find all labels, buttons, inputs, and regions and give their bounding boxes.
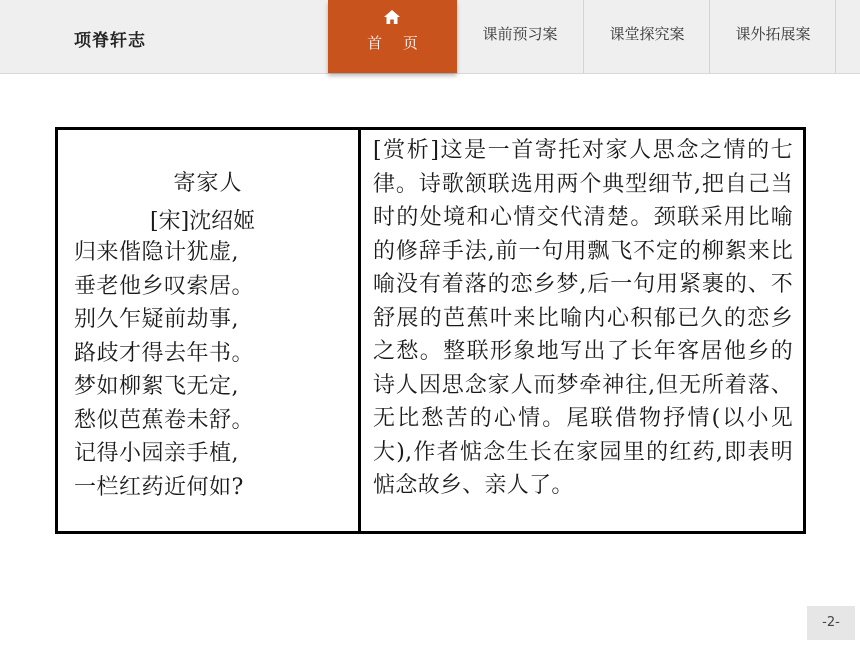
poem-lines [74,236,254,504]
home-tab-label: 首 页 [367,34,426,52]
poem-analysis-table [55,127,806,534]
home-tab[interactable] [328,0,457,73]
page-number: -2- [807,606,855,640]
poem-line: 梦如柳絮飞无定, [74,374,239,399]
poem-line: 垂老他乡叹索居。 [74,273,255,299]
analysis-cell [361,130,803,531]
poem-title: 寄家人 [173,171,243,196]
tab-extension[interactable]: 课外拓展案 [709,0,836,73]
top-navigation-bar [0,0,860,74]
analysis-tag: [赏析] [373,138,440,163]
poem-line: 路歧才得去年书。 [74,340,255,366]
poem-line: 别久乍疑前劫事, [74,307,239,332]
poem-line: 记得小园亲手植, [74,441,239,466]
tab-classroom[interactable]: 课堂探究案 [583,0,710,73]
analysis-paragraph [373,134,793,503]
poem-author: [宋]沈绍姬 [150,209,256,234]
nav-divider [835,0,836,73]
poem-line: 愁似芭蕉卷未舒。 [74,407,255,433]
home-icon [384,10,400,24]
poem-line: 归来偕隐计犹虚, [74,240,239,265]
analysis-text: 这是一首寄托对家人思念之情的七律。诗歌颔联选用两个典型细节,把自己当时的处境和心情交代清楚。颈联采用比喻的修辞手法,前一句用飘飞不定的柳絮来比喻没有着落的恋乡梦,后一句用紧裹的、不舒展的芭蕉叶来比喻内心积郁已久的恋乡之愁。整联形象地写出了长年客居他乡的诗人因思念家人而梦牵神往,但无所着落、无比愁苦的心情。尾联借物抒情(以小见大),作者惦念生长在家园里的红药,即表明惦念故乡、亲人了。 [373,138,793,498]
lesson-title: 项脊轩志 [74,31,146,51]
tab-preview[interactable]: 课前预习案 [482,25,558,43]
poem-line: 一栏红药近何如? [74,474,244,500]
poem-cell [58,130,361,531]
